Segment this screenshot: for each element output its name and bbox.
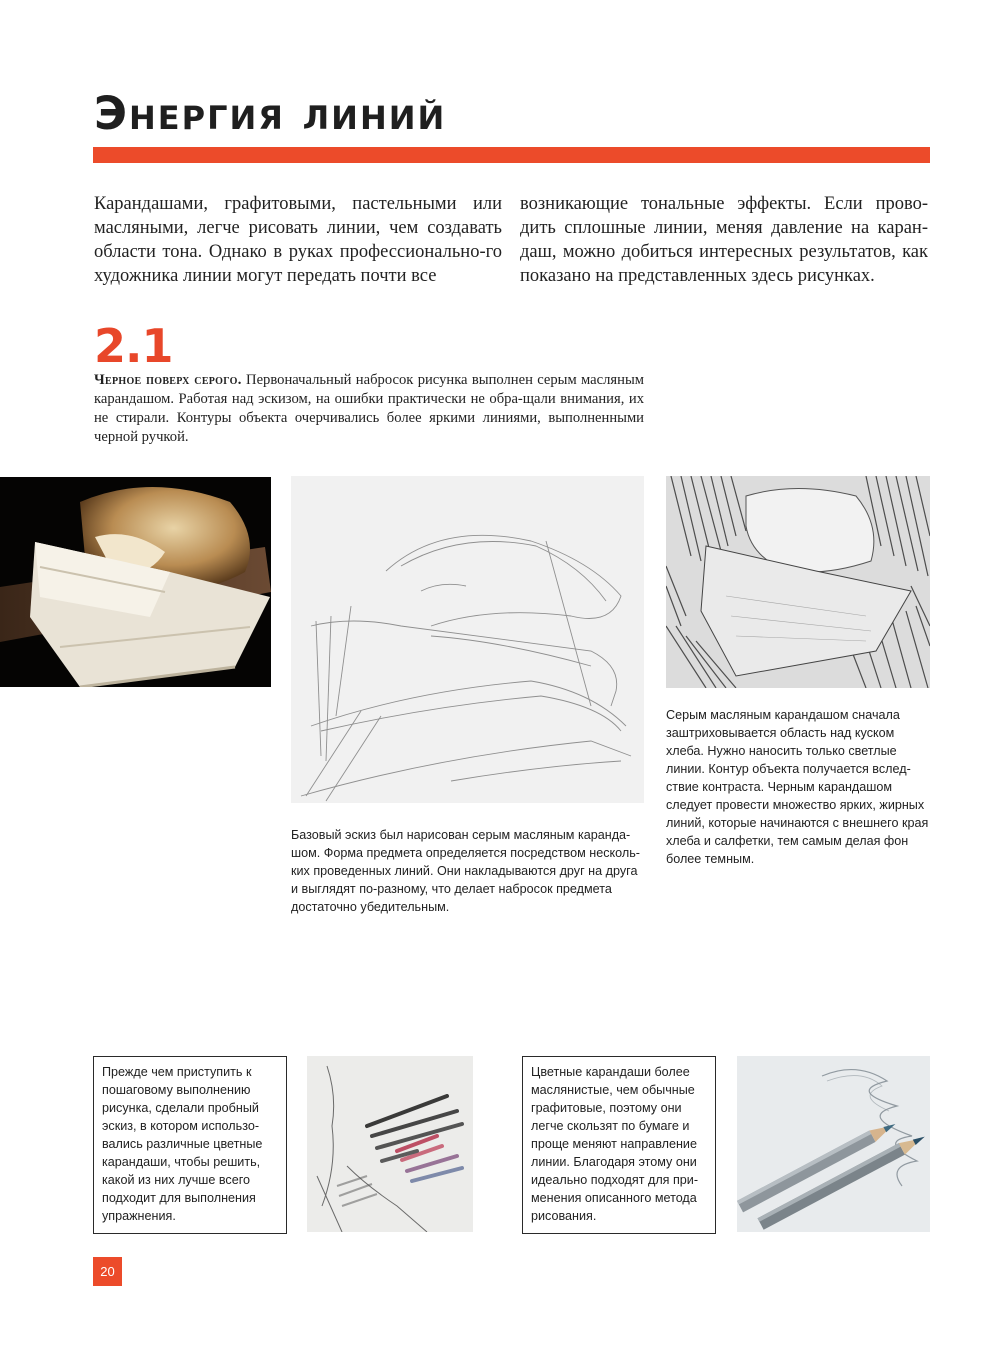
colored-pencils-note bbox=[522, 1056, 716, 1234]
section-description bbox=[94, 371, 644, 447]
hatched-sketch-caption: Серым масляным карандашом сначала заштриховывается область над куском хлеба. Нужно наносить только светлые линии. Контур объекта получается вслед-ствие контраста. Черным карандашом следует провести множество ярких, жирных линий, которые начинаются с внешнего края хлеба и салфетки, тем самым делая фон более темным. bbox=[666, 708, 929, 866]
title-underline-bar bbox=[93, 147, 930, 163]
section-heading: Черное поверх серого. bbox=[94, 372, 242, 388]
hatched-sketch-image bbox=[666, 476, 930, 688]
colored-pencils-note-text: Цветные карандаши более маслянистые, чем обычные графитовые, поэтому они легче скользят по бумаге и проще меняют направление линии. Благодаря этому они идеально подходят для при-менения описанного метода рисования. bbox=[531, 1065, 699, 1223]
page-number: 20 bbox=[93, 1257, 122, 1286]
page-title: Энергия линий bbox=[94, 87, 447, 140]
section-body: Первоначальный набросок рисунка выполнен серым масляным карандашом. Работая над эскизом, на ошибки практически не обра-щали внимания, их не стирали. Контуры объекта очерчивались более яркими линиями, выполненными черной ручкой. bbox=[94, 372, 644, 445]
colored-pencils-image bbox=[737, 1056, 930, 1232]
bread-photo bbox=[0, 477, 271, 687]
test-sketch-note bbox=[93, 1056, 287, 1234]
basic-sketch-caption: Базовый эскиз был нарисован серым масляным каранда-шом. Форма предмета определяется посредством несколь-ких проведенных линий. Они накладываются друг на друга и выглядят по-разному, что делает набросок предмета достаточно убедительным. bbox=[291, 828, 640, 914]
test-sketch-image bbox=[307, 1056, 473, 1232]
basic-sketch-image bbox=[291, 476, 644, 803]
intro-text-left: Карандашами, графитовыми, пастельными или масляными, легче рисовать линии, чем создавать области тона. Однако в руках профессионально-го художника линии могут передать почти все bbox=[94, 194, 502, 286]
section-number: 2.1 bbox=[94, 319, 173, 373]
test-sketch-note-text: Прежде чем приступить к пошаговому выполнению рисунка, сделали пробный эскиз, в котором использо-вались различные цветные карандаши, чтобы решить, какой из них лучше всего подходит для выполнения упражнения. bbox=[102, 1065, 263, 1223]
intro-text-right: возникающие тональные эффекты. Если прово-дить сплошные линии, меняя давление на каран-даш, можно добиться интересных результатов, как показано на представленных здесь рисунках. bbox=[520, 194, 928, 286]
